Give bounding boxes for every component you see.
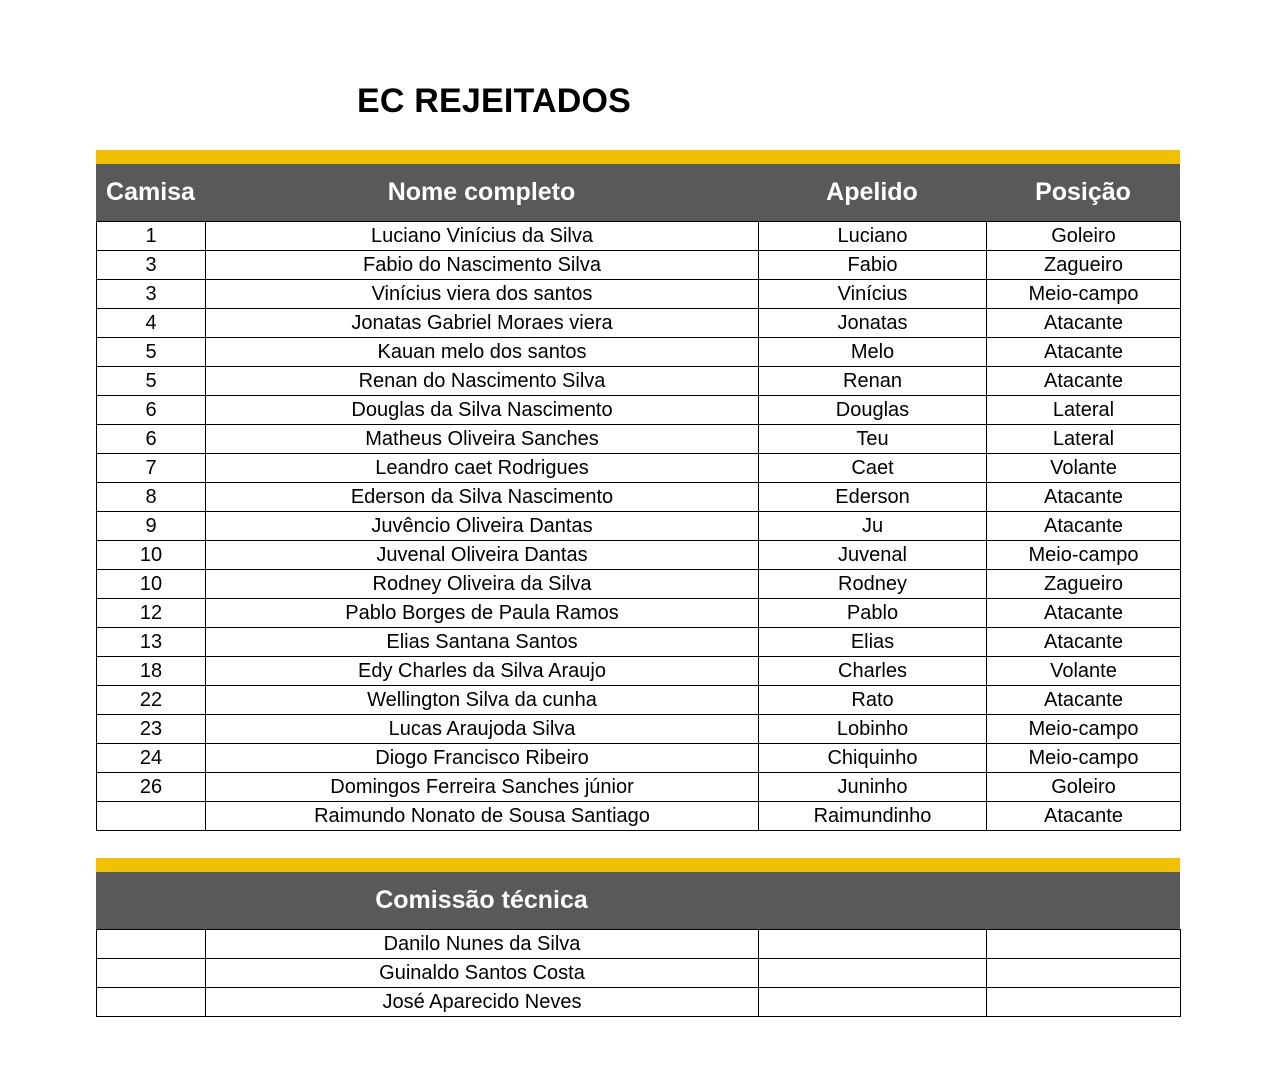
cell-posicao: Zagueiro bbox=[987, 570, 1181, 599]
cell-apelido: Elias bbox=[759, 628, 987, 657]
cell-nome: Jonatas Gabriel Moraes viera bbox=[206, 309, 759, 338]
players-accent-bar bbox=[96, 150, 1180, 164]
cell-nome: Kauan melo dos santos bbox=[206, 338, 759, 367]
table-row bbox=[97, 628, 1181, 657]
cell-apelido: Jonatas bbox=[759, 309, 987, 338]
cell-posicao: Meio-campo bbox=[987, 541, 1181, 570]
cell-empty bbox=[759, 930, 987, 959]
cell-camisa: 5 bbox=[97, 367, 206, 396]
cell-empty bbox=[987, 988, 1181, 1017]
table-row bbox=[97, 773, 1181, 802]
cell-posicao: Meio-campo bbox=[987, 715, 1181, 744]
table-row bbox=[97, 309, 1181, 338]
staff-table-body bbox=[97, 930, 1181, 1017]
cell-posicao: Meio-campo bbox=[987, 744, 1181, 773]
cell-posicao: Atacante bbox=[987, 367, 1181, 396]
cell-posicao: Volante bbox=[987, 454, 1181, 483]
cell-posicao: Lateral bbox=[987, 425, 1181, 454]
cell-apelido: Rato bbox=[759, 686, 987, 715]
table-row bbox=[97, 686, 1181, 715]
table-row bbox=[97, 280, 1181, 309]
cell-apelido: Lobinho bbox=[759, 715, 987, 744]
cell-apelido: Rodney bbox=[759, 570, 987, 599]
cell-staff-nome: Danilo Nunes da Silva bbox=[206, 930, 759, 959]
staff-table bbox=[96, 929, 1181, 1017]
cell-camisa: 6 bbox=[97, 425, 206, 454]
players-table-header bbox=[96, 164, 1180, 221]
cell-camisa: 26 bbox=[97, 773, 206, 802]
cell-apelido: Renan bbox=[759, 367, 987, 396]
cell-nome: Raimundo Nonato de Sousa Santiago bbox=[206, 802, 759, 831]
cell-nome: Renan do Nascimento Silva bbox=[206, 367, 759, 396]
cell-staff-nome: José Aparecido Neves bbox=[206, 988, 759, 1017]
players-table-body bbox=[97, 222, 1181, 831]
table-row bbox=[97, 222, 1181, 251]
table-row bbox=[97, 959, 1181, 988]
cell-apelido: Pablo bbox=[759, 599, 987, 628]
cell-empty bbox=[987, 959, 1181, 988]
header-camisa: Camisa bbox=[106, 178, 195, 206]
cell-nome: Pablo Borges de Paula Ramos bbox=[206, 599, 759, 628]
cell-nome: Leandro caet Rodrigues bbox=[206, 454, 759, 483]
table-row bbox=[97, 367, 1181, 396]
cell-apelido: Chiquinho bbox=[759, 744, 987, 773]
cell-camisa: 10 bbox=[97, 570, 206, 599]
cell-nome: Elias Santana Santos bbox=[206, 628, 759, 657]
table-row bbox=[97, 988, 1181, 1017]
cell-empty bbox=[97, 988, 206, 1017]
cell-posicao: Atacante bbox=[987, 309, 1181, 338]
cell-camisa: 7 bbox=[97, 454, 206, 483]
table-row bbox=[97, 930, 1181, 959]
table-row bbox=[97, 425, 1181, 454]
cell-apelido: Vinícius bbox=[759, 280, 987, 309]
cell-posicao: Lateral bbox=[987, 396, 1181, 425]
cell-nome: Douglas da Silva Nascimento bbox=[206, 396, 759, 425]
cell-apelido: Juvenal bbox=[759, 541, 987, 570]
table-row bbox=[97, 454, 1181, 483]
table-row bbox=[97, 396, 1181, 425]
cell-camisa: 12 bbox=[97, 599, 206, 628]
cell-empty bbox=[987, 930, 1181, 959]
players-table bbox=[96, 221, 1181, 831]
cell-empty bbox=[97, 959, 206, 988]
cell-camisa: 10 bbox=[97, 541, 206, 570]
cell-posicao: Volante bbox=[987, 657, 1181, 686]
cell-nome: Rodney Oliveira da Silva bbox=[206, 570, 759, 599]
table-row bbox=[97, 570, 1181, 599]
cell-apelido: Luciano bbox=[759, 222, 987, 251]
cell-posicao: Atacante bbox=[987, 802, 1181, 831]
cell-nome: Juvêncio Oliveira Dantas bbox=[206, 512, 759, 541]
cell-camisa: 5 bbox=[97, 338, 206, 367]
cell-empty bbox=[759, 988, 987, 1017]
table-row bbox=[97, 715, 1181, 744]
cell-apelido: Charles bbox=[759, 657, 987, 686]
cell-nome: Edy Charles da Silva Araujo bbox=[206, 657, 759, 686]
cell-camisa: 23 bbox=[97, 715, 206, 744]
cell-posicao: Meio-campo bbox=[987, 280, 1181, 309]
cell-apelido: Douglas bbox=[759, 396, 987, 425]
cell-posicao: Atacante bbox=[987, 512, 1181, 541]
table-row bbox=[97, 802, 1181, 831]
cell-camisa: 22 bbox=[97, 686, 206, 715]
cell-apelido: Fabio bbox=[759, 251, 987, 280]
page-title: EC REJEITADOS bbox=[357, 82, 632, 120]
cell-apelido: Raimundinho bbox=[759, 802, 987, 831]
cell-camisa: 4 bbox=[97, 309, 206, 338]
header-comissao-tecnica: Comissão técnica bbox=[375, 886, 588, 914]
cell-camisa: 3 bbox=[97, 251, 206, 280]
staff-table-header bbox=[96, 872, 1180, 929]
cell-nome: Juvenal Oliveira Dantas bbox=[206, 541, 759, 570]
cell-nome: Ederson da Silva Nascimento bbox=[206, 483, 759, 512]
header-nome-completo: Nome completo bbox=[387, 178, 576, 206]
cell-camisa: 9 bbox=[97, 512, 206, 541]
cell-posicao: Atacante bbox=[987, 628, 1181, 657]
cell-camisa: 3 bbox=[97, 280, 206, 309]
cell-posicao: Atacante bbox=[987, 686, 1181, 715]
staff-section bbox=[96, 858, 1180, 1017]
cell-apelido: Ju bbox=[759, 512, 987, 541]
cell-nome: Fabio do Nascimento Silva bbox=[206, 251, 759, 280]
players-section bbox=[96, 150, 1180, 831]
cell-posicao: Atacante bbox=[987, 599, 1181, 628]
table-row bbox=[97, 338, 1181, 367]
cell-posicao: Zagueiro bbox=[987, 251, 1181, 280]
cell-camisa: 8 bbox=[97, 483, 206, 512]
table-row bbox=[97, 744, 1181, 773]
cell-nome: Lucas Araujoda Silva bbox=[206, 715, 759, 744]
cell-nome: Matheus Oliveira Sanches bbox=[206, 425, 759, 454]
cell-apelido: Caet bbox=[759, 454, 987, 483]
cell-apelido: Juninho bbox=[759, 773, 987, 802]
cell-apelido: Ederson bbox=[759, 483, 987, 512]
table-row bbox=[97, 657, 1181, 686]
cell-camisa: 13 bbox=[97, 628, 206, 657]
staff-accent-bar bbox=[96, 858, 1180, 872]
cell-camisa: 24 bbox=[97, 744, 206, 773]
table-row bbox=[97, 251, 1181, 280]
cell-nome: Domingos Ferreira Sanches júnior bbox=[206, 773, 759, 802]
cell-camisa: 1 bbox=[97, 222, 206, 251]
cell-nome: Vinícius viera dos santos bbox=[206, 280, 759, 309]
cell-camisa bbox=[97, 802, 206, 831]
cell-empty bbox=[759, 959, 987, 988]
cell-empty bbox=[97, 930, 206, 959]
header-apelido: Apelido bbox=[826, 178, 918, 206]
table-row bbox=[97, 483, 1181, 512]
cell-nome: Luciano Vinícius da Silva bbox=[206, 222, 759, 251]
table-row bbox=[97, 599, 1181, 628]
cell-apelido: Teu bbox=[759, 425, 987, 454]
cell-posicao: Goleiro bbox=[987, 773, 1181, 802]
cell-camisa: 18 bbox=[97, 657, 206, 686]
cell-camisa: 6 bbox=[97, 396, 206, 425]
cell-posicao: Atacante bbox=[987, 338, 1181, 367]
cell-nome: Diogo Francisco Ribeiro bbox=[206, 744, 759, 773]
header-posicao: Posição bbox=[1035, 178, 1131, 206]
cell-nome: Wellington Silva da cunha bbox=[206, 686, 759, 715]
cell-posicao: Atacante bbox=[987, 483, 1181, 512]
cell-staff-nome: Guinaldo Santos Costa bbox=[206, 959, 759, 988]
table-row bbox=[97, 541, 1181, 570]
cell-apelido: Melo bbox=[759, 338, 987, 367]
table-row bbox=[97, 512, 1181, 541]
cell-posicao: Goleiro bbox=[987, 222, 1181, 251]
